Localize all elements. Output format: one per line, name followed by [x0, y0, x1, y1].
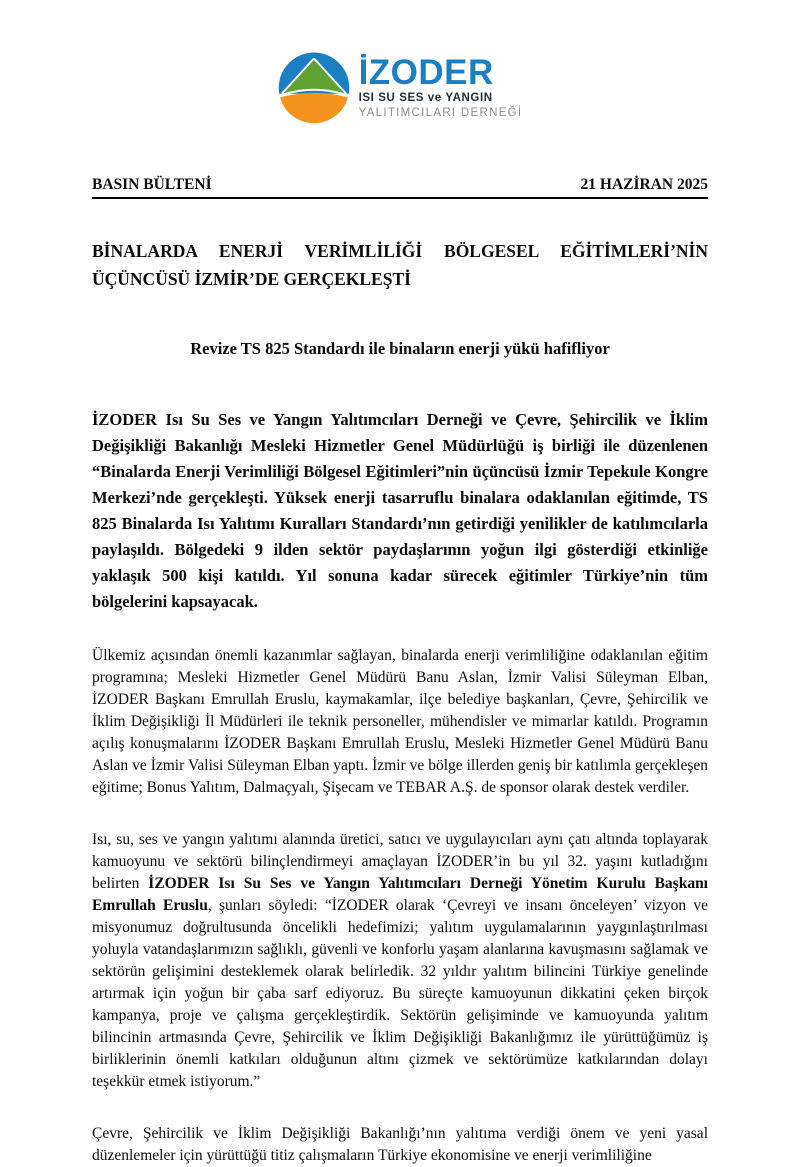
body-paragraph-3: Çevre, Şehircilik ve İklim Değişikliği Bakanlığı’nın yalıtıma verdiği önem ve yeni yasal düzenlemeler için yürüttüğü titiz çalışmaların Türkiye ekonomisine ve enerji verimliliğine — [92, 1125, 708, 1164]
paragraph-2-bold-name: İZODER Isı Su Ses ve Yangın Yalıtımcıları Derneği Yönetim Kurulu Başkanı Emrullah Eruslu — [92, 875, 708, 914]
document-header-rule — [92, 176, 708, 199]
izoder-logo-icon — [278, 52, 350, 124]
body-paragraph-1: Ülkemiz açısından önemli kazanımlar sağlayan, binalarda enerji verimliliğine odaklanılan eğitim programına; Mesleki Hizmetler Genel Müdürü Banu Aslan, İzmir Valisi Süleyman Elban, İZODER Başkanı Emrullah Eruslu, kaymakamlar, ilçe belediye başkanları, Çevre, Şehircilik ve İklim Değişikliği İl Müdürleri ile teknik personeller, mühendisler ve mimarlar katıldı. Programın açılış konuşmalarını İZODER Başkanı Emrullah Eruslu, Mesleki Hizmetler Genel Müdürü Banu Aslan ve İzmir Valisi Süleyman Elban yaptı. İzmir ve bölge illerden geniş bir katılımla gerçekleşen eğitime; Bonus Yalıtım, Dalmaçyalı, Şişecam ve TEBAR A.Ş. de sponsor olarak destek verdiler. — [92, 647, 708, 796]
izoder-logo-text — [359, 55, 523, 121]
paragraph-2-text-before: Isı, su, ses ve yangın yalıtımı alanında üretici, satıcı ve uygulayıcıları aynı çatı altında toplayarak kamuoyunu ve sektörü bilinçlendirmeyi amaçlayan İZODER’in bu yıl 32. yaşını kutladığını belirten — [92, 831, 708, 892]
lead-paragraph: İZODER Isı Su Ses ve Yangın Yalıtımcıları Derneği ve Çevre, Şehircilik ve İklim Değişikliği Bakanlığı Mesleki Hizmetler Genel Müdürlüğü iş birliği ile düzenlenen “Binalarda Enerji Verimliliği Bölgesel Eğitimleri”nin üçüncüsü İzmir Tepekule Kongre Merkezi’nde gerçekleşti. Yüksek enerji tasarruflu binalara odaklanılan eğitimde, TS 825 Binalarda Isı Yalıtımı Kuralları Standardı’nın getirdiği yenilikler de katılımcılarla paylaşıldı. Bölgedeki 9 ilden sektör paydaşlarının yoğun ilgi gösterdiği etkinliğe yaklaşık 500 kişi katıldı. Yıl sonuna kadar sürecek eğitimler Türkiye’nin tüm bölgelerini kapsayacak. — [92, 410, 708, 611]
doc-type-label: BASIN BÜLTENİ — [92, 176, 212, 193]
doc-date-label: 21 HAZİRAN 2025 — [580, 176, 708, 193]
document-subtitle: Revize TS 825 Standardı ile binaların enerji yükü hafifliyor — [190, 339, 610, 358]
izoder-logo — [92, 52, 708, 124]
izoder-logo-subtitle-2: YALITIMCILARI DERNEĞİ — [358, 107, 523, 119]
document-title: BİNALARDA ENERJİ VERİMLİLİĞİ BÖLGESEL EĞİTİMLERİ’NİN ÜÇÜNCÜSÜ İZMİR’DE GERÇEKLEŞTİ — [92, 241, 708, 289]
body-paragraph-2 — [92, 829, 708, 1093]
izoder-logo-subtitle-1: ISI SU SES ve YANGIN — [358, 92, 493, 104]
izoder-logo-wordmark: İZODER — [358, 53, 494, 92]
paragraph-2-text-after: , şunları söyledi: “İZODER olarak ‘Çevreyi ve insanı önceleyen’ vizyon ve misyonumuz doğrultusunda öncelikli hedefimizi; yalıtım uygulamalarının yaygınlaştırılması yoluyla vatandaşlarımızın sağlıklı, güvenli ve konforlu yaşam alanlarına kavuşmasını sağlamak ve sektörün gelişimini desteklemek olarak belirledik. 32 yıldır yalıtım bilincini Türkiye genelinde artırmak için yoğun bir çaba sarf ediyoruz. Bu süreçte kamuoyunun dikkatini çeken birçok kampanya, proje ve çalışma gerçekleştirdik. Sektörün gelişiminde ve kamuoyunda yalıtım bilincinin artmasında Çevre, Şehircilik ve İklim Değişikliği Bakanlığımız ile yürüttüğümüz iş birliklerinin önemli katkıları olduğunun altını çizmek ve sektörümüze katkılarından dolayı teşekkür etmek istiyorum.” — [92, 897, 709, 1090]
